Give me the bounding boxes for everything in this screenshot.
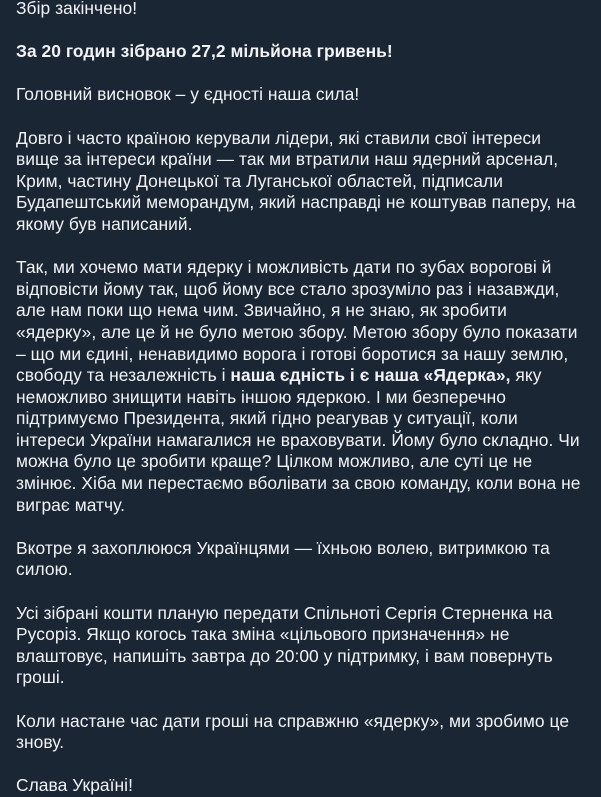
conclusion-text: Головний висновок – у єдності наша сила!: [16, 84, 360, 105]
funds-paragraph: Усі зібрані кошти планую передати Спільноті Сергія Стерненка на Русоріз. Якщо когось така зміна «цільового призначення» не влаштовує, напишіть завтра до 20:00 у підтримку, і вам повернуть гроші.: [16, 602, 553, 688]
goal-text-bold: наша єдність і є наша «Ядерка»,: [230, 365, 511, 386]
goal-text-end: яку неможливо знищити навіть іншою ядеркою. І ми безперечно підтримуємо Президента, який гідно реагував у ситуації, коли інтереси України намагалися не враховувати. Йому було складно. Чи можна було це зробити краще? Цілком можливо, але суті це не змінює. Хіба ми перестаємо вболівати за свою команду, коли вона не виграє матчу.: [16, 365, 581, 515]
status-text: Збір закінчено!: [16, 0, 138, 18]
history-paragraph: Довго і часто країною керували лідери, які ставили свої інтереси вище за інтереси країни — так ми втратили наш ядерний арсенал, Крим, частину Донецької та Луганської областей, підписали Будапештський меморандум, який насправді не коштував паперу, на якому був написаний.: [16, 127, 576, 234]
goal-paragraph: [16, 257, 587, 516]
headline-text: За 20 годин зібрано 27,2 мільйона гривень!: [16, 41, 393, 62]
admiration-paragraph: Вкотре я захоплююся Українцями — їхньою волею, витримкою та силою.: [16, 537, 550, 580]
closing-text: Слава Україні!: [16, 775, 133, 796]
again-paragraph: Коли настане час дати гроші на справжню «ядерку», ми зробимо це знову.: [16, 710, 570, 753]
goal-text-start: Так, ми хочемо мати ядерку і можливість дати по зубах ворогові й відповісти йому так, щоб йому все стало зрозуміло раз і назавжди, але нам поки що нема чим. Звичайно, я не знаю, як зробити «ядерку», але це й не було метою збору. Метою збору було показати – що ми єдині, ненавидимо ворога і готові боротися за нашу землю, свободу та незалежність і: [16, 257, 578, 386]
